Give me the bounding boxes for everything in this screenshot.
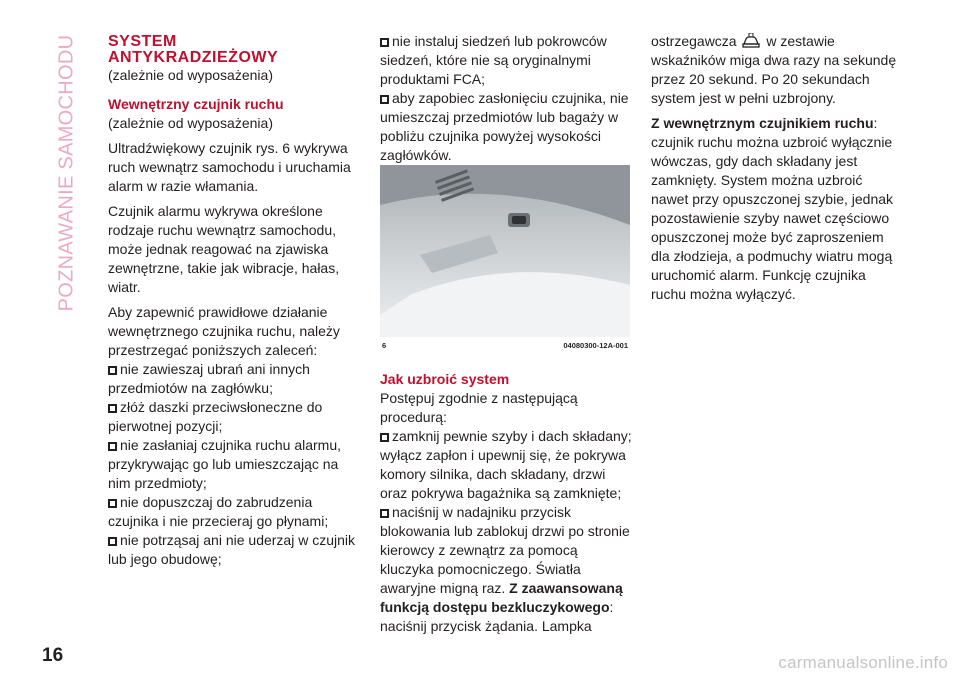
page-number: 16	[42, 645, 64, 666]
list-item-text: aby zapobiec zasłonięciu czujnika, nie umieszczaj przedmiotów lub bagaży w pobliżu czujnika powyżej wysokości zagłówków.	[380, 90, 629, 163]
bullet-icon	[380, 38, 389, 47]
column-1	[108, 0, 360, 569]
paragraph: Czujnik alarmu wykrywa określone rodzaje ruchu wewnątrz samochodu, może jednak reagować na zjawiska zewnętrzne, takie jak wibracje, hałas, wiatr.	[108, 203, 340, 295]
section-title-line2: ANTYKRADZIEŻOWY	[108, 49, 279, 66]
paragraph-text: w zestawie wskaźników miga dwa razy na sekundę przez 20 sekund. Po 20 sekundach system jest w pełni uzbrojony.	[651, 33, 897, 106]
paragraph: Ultradźwiękowy czujnik rys. 6 wykrywa ruch wewnątrz samochodu i uruchamia alarm w razie włamania.	[108, 140, 351, 194]
column-2	[380, 0, 632, 165]
list-item-text: nie potrząsaj ani nie uderzaj w czujnik lub jego obudowę;	[108, 532, 356, 567]
paragraph: Postępuj zgodnie z następującą procedurą:	[380, 390, 578, 425]
paragraph	[651, 32, 903, 108]
list-item-text-tail: : naciśnij przycisk żądania. Lampka	[380, 599, 614, 634]
list-item-text: zamknij pewnie szyby i dach składany; wyłącz zapłon i upewnij się, że pokrywa komory silnika, dach składany, drzwi oraz pokrywa bagażnika są zamknięte;	[380, 428, 632, 501]
list-item-text: nie zawieszaj ubrań ani innych przedmiotów na zagłówku;	[108, 361, 310, 396]
paragraph: Aby zapewnić prawidłowe działanie wewnętrznego czujnika ruchu, należy przestrzegać poniższych zaleceń:	[108, 304, 340, 358]
bullet-icon	[108, 404, 117, 413]
figure-sensor-photo	[380, 165, 630, 337]
bullet-icon	[380, 95, 389, 104]
bullet-icon	[108, 366, 117, 375]
paragraph	[651, 114, 903, 304]
section-subtitle: (zależnie od wyposażenia)	[108, 67, 273, 83]
car-alarm-warning-icon	[741, 33, 761, 49]
motion-sensor-bold-text: Z wewnętrznym czujnikiem ruchu	[651, 115, 874, 131]
list-item	[108, 531, 360, 569]
list-item	[108, 493, 360, 531]
column-3	[651, 0, 903, 310]
list-item	[380, 32, 632, 89]
list-item-text: nie dopuszczaj do zabrudzenia czujnika i nie przecieraj go płynami;	[108, 494, 329, 529]
bullet-icon	[380, 509, 389, 518]
section-side-tab	[52, 14, 82, 332]
list-item	[108, 436, 360, 493]
sensor-subtitle: (zależnie od wyposażenia)	[108, 115, 273, 131]
bullet-icon	[108, 499, 117, 508]
list-item-text: złóż daszki przeciwsłoneczne do pierwotnej pozycji;	[108, 399, 323, 434]
arm-heading: Jak uzbroić system	[380, 371, 510, 387]
paragraph-text: ostrzegawcza	[651, 33, 737, 49]
figure-code: 04080300-12A-001	[563, 341, 628, 350]
list-item	[380, 89, 632, 165]
list-item	[108, 398, 360, 436]
list-item-text: nie instaluj siedzeń lub pokrowców siedzeń, które nie są oryginalnymi produktami FCA;	[380, 33, 607, 87]
list-item-text: nie zasłaniaj czujnika ruchu alarmu, przykrywając go lub umieszczając na nim przedmioty;	[108, 437, 341, 491]
watermark: carmanualsonline.info	[778, 653, 948, 672]
bullet-icon	[108, 537, 117, 546]
bullet-icon	[380, 433, 389, 442]
keyless-bold-text: Z zaawansowaną funkcją dostępu bezkluczykowego	[380, 580, 623, 615]
list-item	[380, 503, 632, 636]
list-item	[108, 360, 360, 398]
section-side-tab-label: POZNAWANIE SAMOCHODU	[55, 34, 78, 312]
section-title-line1: SYSTEM	[108, 33, 177, 50]
list-item-text: naciśnij w nadajniku przycisk blokowania lub zablokuj drzwi po stronie kierowcy z zewnątrz za pomocą kluczyka pomocniczego. Światła awaryjne migną raz.	[380, 504, 630, 596]
column-2-lower	[380, 370, 632, 636]
bullet-icon	[108, 442, 117, 451]
sensor-photo-image	[380, 165, 630, 337]
figure-number: 6	[382, 341, 387, 350]
list-item	[380, 427, 632, 503]
paragraph-text: : czujnik ruchu można uzbroić wyłącznie wówczas, gdy dach składany jest zamknięty. System można uzbroić nawet przy opuszczonej szybie, jednak pozostawienie szyby nawet częściowo opuszczonej może być zaproszeniem dla złodzieja, a podmuchy wiatru mogą uruchomić alarm. Funkcję czujnika ruchu można wyłączyć.	[651, 115, 894, 302]
sensor-heading: Wewnętrzny czujnik ruchu	[108, 96, 284, 112]
